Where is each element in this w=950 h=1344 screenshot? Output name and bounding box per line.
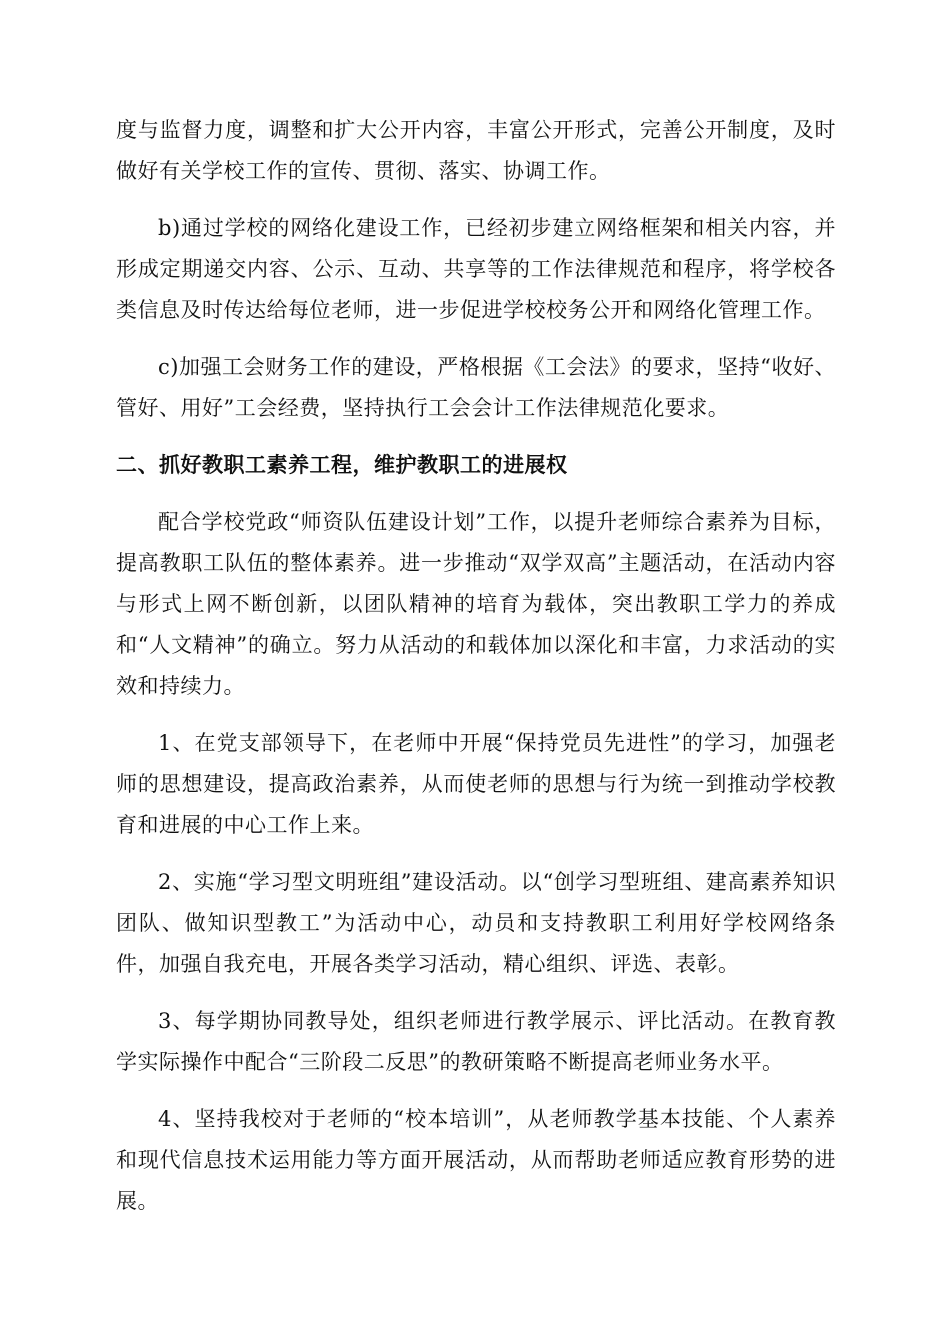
- paragraph-c: c)加强工会财务工作的建设，严格根据《工会法》的要求，坚持“收好、管好、用好”工会经费，坚持执行工会会计工作法律规范化要求。: [116, 355, 836, 420]
- paragraph-item-4: 4、坚持我校对于老师的“校本培训”，从老师教学基本技能、个人素养和现代信息技术运用能力等方面开展活动，从而帮助老师适应教育形势的进展。: [116, 1107, 836, 1213]
- document-body: [116, 110, 836, 1238]
- section-heading: 二、抓好教职工素养工程，维护教职工的进展权: [116, 453, 568, 477]
- paragraph-item-1: 1、在党支部领导下，在老师中开展“保持党员先进性”的学习，加强老师的思想建设，提高政治素养，从而使老师的思想与行为统一到推动学校教育和进展的中心工作上来。: [116, 731, 836, 837]
- paragraph-item-3: 3、每学期协同教导处，组织老师进行教学展示、评比活动。在教育教学实际操作中配合“三阶段二反思”的教研策略不断提高老师业务水平。: [116, 1009, 836, 1074]
- paragraph-b: b)通过学校的网络化建设工作，已经初步建立网络框架和相关内容，并形成定期递交内容、公示、互动、共享等的工作法律规范和程序，将学校各类信息及时传达给每位老师，进一步促进学校校务公开和网络化管理工作。: [116, 216, 836, 322]
- paragraph-item-2: 2、实施“学习型文明班组”建设活动。以“创学习型班组、建高素养知识团队、做知识型教工”为活动中心，动员和支持教职工利用好学校网络条件，加强自我充电，开展各类学习活动，精心组织、评选、表彰。: [116, 870, 836, 976]
- paragraph-intro: 配合学校党政“师资队伍建设计划”工作，以提升老师综合素养为目标，提高教职工队伍的整体素养。进一步推动“双学双高”主题活动，在活动内容与形式上网不断创新，以团队精神的培育为载体，突出教职工学力的养成和“人文精神”的确立。努力从活动的和载体加以深化和丰富，力求活动的实效和持续力。: [116, 510, 836, 698]
- paragraph-continued: 度与监督力度，调整和扩大公开内容，丰富公开形式，完善公开制度，及时做好有关学校工作的宣传、贯彻、落实、协调工作。: [116, 118, 836, 183]
